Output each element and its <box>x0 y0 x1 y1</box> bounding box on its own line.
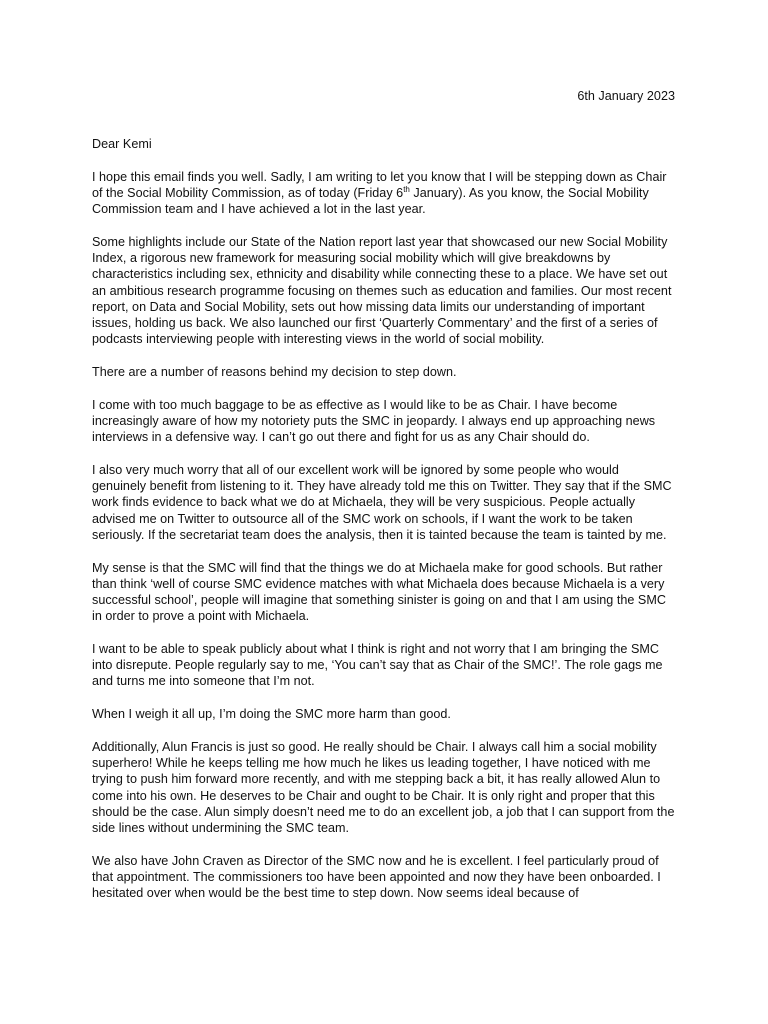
paragraph-4: I come with too much baggage to be as effective as I would like to be as Chair. I have become increasingly aware of how my notoriety puts the SMC in jeopardy. I always end up approaching news interviews in a defensive way. I can’t go out there and fight for us as any Chair should do. <box>92 397 656 445</box>
paragraph-5: I also very much worry that all of our excellent work will be ignored by some people who would genuinely benefit from listening to it. They have already told me this on Twitter. They say that if the SMC work finds evidence to back what we do at Michaela, they will be very suspicious. People actually advised me on Twitter to outsource all of the SMC work on schools, if I want the work to be taken seriously. If the secretariat team does the analysis, then it is tainted because the team is tainted by me. <box>92 463 672 542</box>
paragraph-3: There are a number of reasons behind my decision to step down. <box>92 365 457 380</box>
paragraph-1-text-b: January). As you know, the Social Mobility Commission team and I have achieved a lot in the last year. <box>92 186 649 217</box>
paragraph-9: Additionally, Alun Francis is just so good. He really should be Chair. I always call him a social mobility superhero! While he keeps telling me how much he likes us leading together, I have noticed with me trying to push him forward more recently, and with me stepping back a bit, it has really allowed Alun to come into his own. He deserves to be Chair and ought to be Chair. It is only right and proper that this should be the case. Alun simply doesn’t need me to do an excellent job, a job that I can support from the side lines without undermining the SMC team. <box>92 740 675 836</box>
paragraph-7: I want to be able to speak publicly about what I think is right and not worry that I am bringing the SMC into disrepute. People regularly say to me, ‘You can’t say that as Chair of the SMC!’. The role gags me and turns me into someone that I’m not. <box>92 642 663 689</box>
paragraph-6: My sense is that the SMC will find that the things we do at Michaela make for good schools. But rather than think ‘well of course SMC evidence matches with what Michaela does because Michaela is a very successful school’, people will imagine that something sinister is going on and that I am using the SMC in order to prove a point with Michaela. <box>92 560 666 624</box>
paragraph-1-text-a: I hope this email finds you well. Sadly, I am writing to let you know that I will be stepping down as Chair of the Social Mobility Commission, as of today (Friday 6 <box>92 169 667 200</box>
paragraph-1 <box>92 169 676 218</box>
letter-date: 6th January 2023 <box>577 89 675 103</box>
paragraph-2: Some highlights include our State of the Nation report last year that showcased our new Social Mobility Index, a rigorous new framework for measuring social mobility which will give breakdowns by characteristics including sex, ethnicity and disability while connecting these to a place. We have set out an ambitious research programme focusing on themes such as education and families. Our most recent report, on Data and Social Mobility, sets out how missing data limits our understanding of important issues, holding us back. We also launched our first ‘Quarterly Commentary’ and the first of a series of podcasts interviewing people with interesting views in the world of social mobility. <box>92 235 672 347</box>
salutation: Dear Kemi <box>92 137 152 151</box>
paragraph-10: We also have John Craven as Director of the SMC now and he is excellent. I feel particularly proud of that appointment. The commissioners too have been appointed and now they have been onboarded. I hesitated over when would be the best time to step down. Now seems ideal because of <box>92 853 661 901</box>
paragraph-8: When I weigh it all up, I’m doing the SMC more harm than good. <box>92 707 451 722</box>
letter-body <box>92 136 676 918</box>
ordinal-suffix: th <box>403 184 410 194</box>
